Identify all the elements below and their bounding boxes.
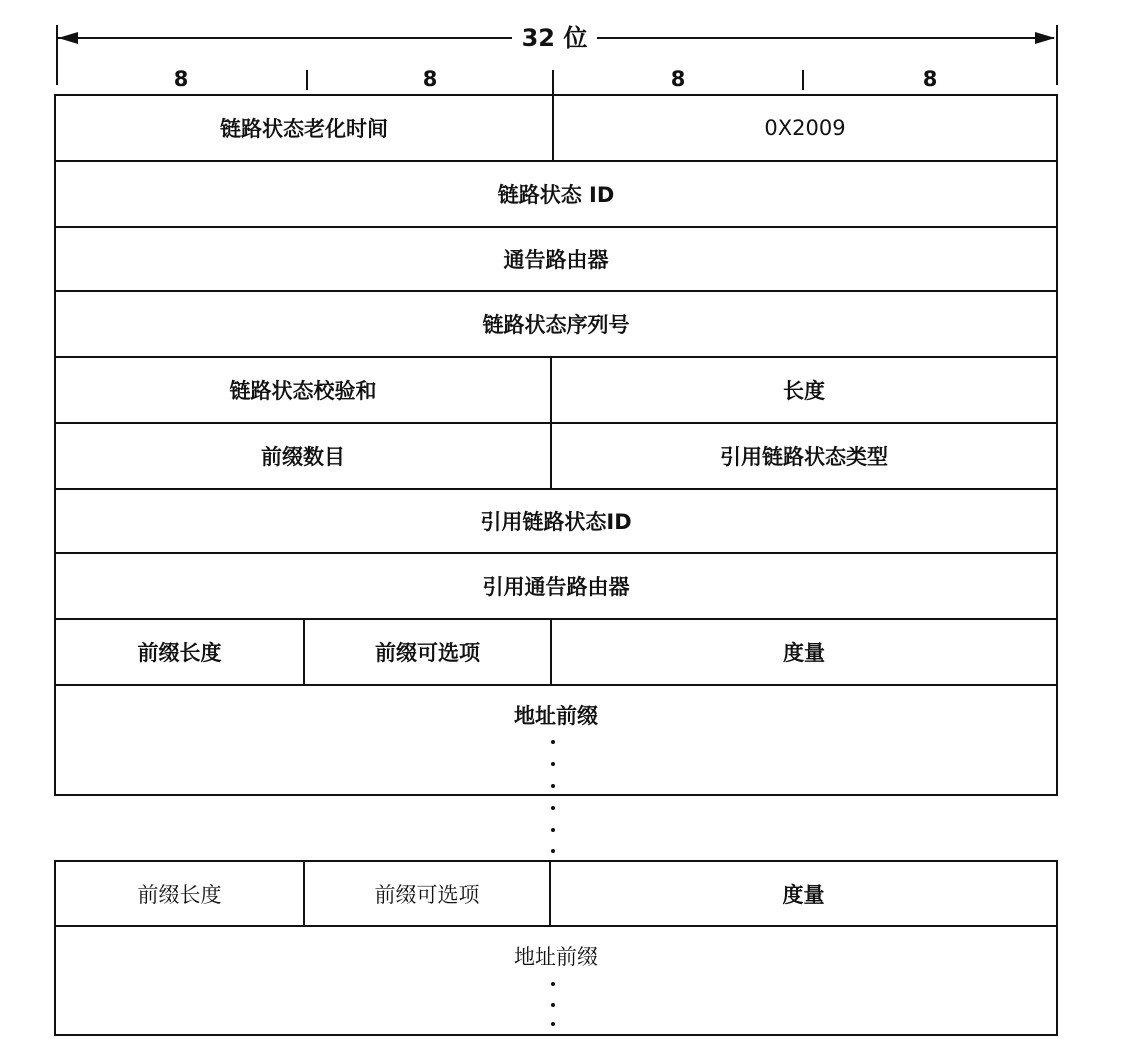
address-prefix-field-repeat: 地址前缀 (514, 945, 598, 969)
checksum-field: 链路状态校验和 (229, 379, 377, 403)
referenced-ls-id-field: 引用链路状态ID (480, 510, 632, 534)
bit-group-1: 8 (173, 67, 189, 91)
sequence-number-field: 链路状态序列号 (482, 313, 630, 337)
metric-field: 度量 (783, 641, 825, 665)
link-state-id-field: 链路状态 ID (497, 183, 615, 207)
age-field: 链路状态老化时间 (220, 117, 388, 141)
prefix-length-field: 前缀长度 (137, 641, 222, 665)
address-prefix-field: 地址前缀 (514, 704, 598, 728)
prefix-options-field: 前缀可选项 (375, 641, 480, 665)
referenced-advertising-router-field: 引用通告路由器 (482, 575, 630, 599)
advertising-router-field: 通告路由器 (503, 248, 609, 272)
referenced-ls-type-field: 引用链路状态类型 (720, 445, 888, 469)
prefix-length-field-repeat: 前缀长度 (137, 882, 222, 907)
arrow-right-icon (1035, 30, 1055, 46)
width-title: 32 位 (512, 17, 597, 53)
prefix-count-field: 前缀数目 (261, 445, 345, 469)
type-field: 0X2009 (764, 116, 846, 140)
bit-group-4: 8 (922, 67, 938, 91)
prefix-options-field-repeat: 前缀可选项 (374, 882, 480, 907)
metric-field-repeat: 度量 (782, 882, 825, 907)
length-field: 长度 (783, 379, 825, 403)
bit-group-3: 8 (670, 67, 686, 91)
arrow-left-icon (58, 30, 78, 46)
bit-group-2: 8 (422, 67, 438, 91)
